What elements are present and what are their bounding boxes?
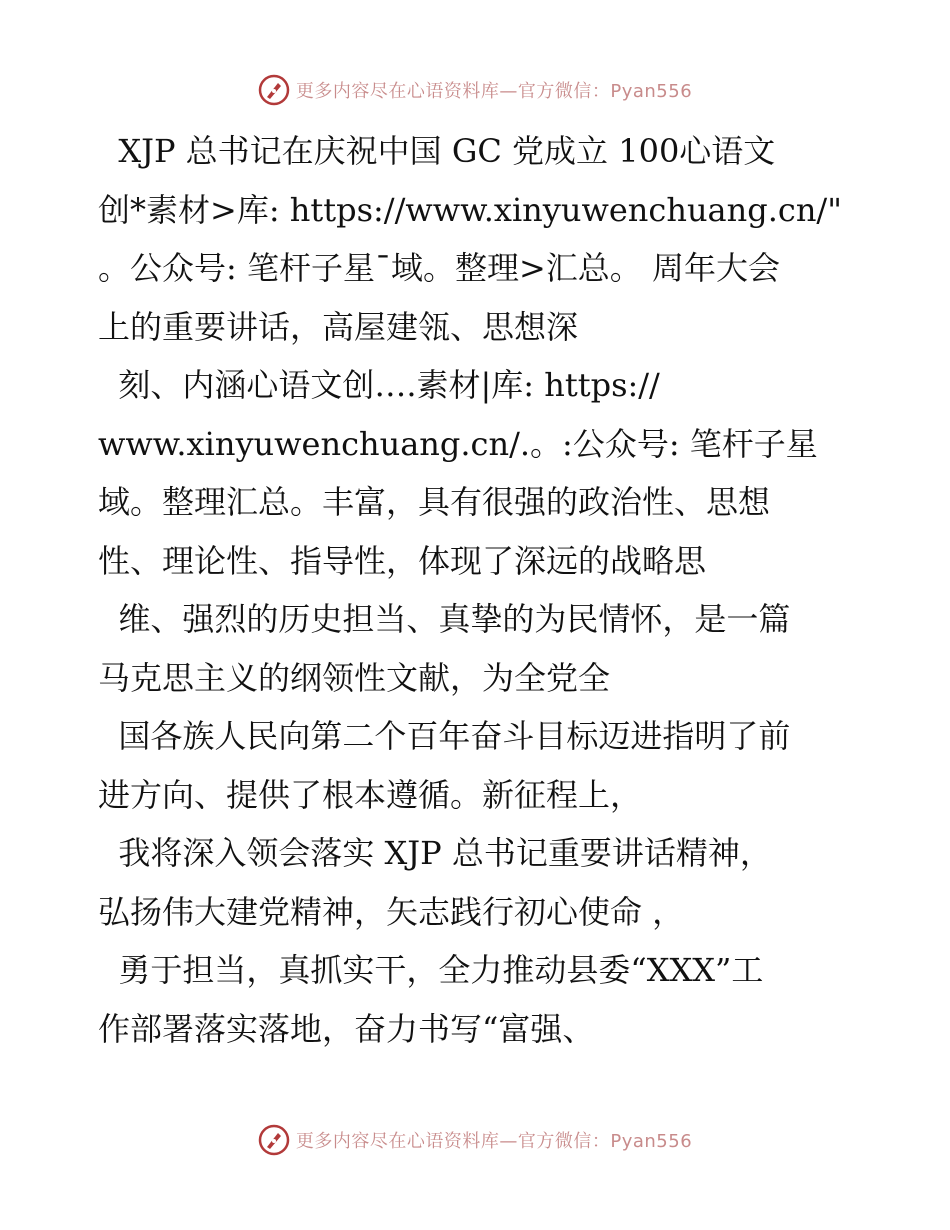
body-line: 创*素材>库: https://www.xinyuwenchuang.cn/" xyxy=(98,190,842,229)
footer-banner-text: 更多内容尽在心语资料库—官方微信：Pyan556 xyxy=(295,1131,693,1152)
body-line: 弘扬伟大建党精神，矢志践行初心使命 ， xyxy=(98,892,685,931)
body-line: 作部署落实落地，奋力书写“富强、 xyxy=(98,1009,595,1048)
body-line: www.xinyuwenchuang.cn/.。:公众号: 笔杆子星 xyxy=(98,424,818,463)
body-line: 进方向、提供了根本遵循。新征程上， xyxy=(98,775,643,814)
body-line: 。公众号: 笔杆子星¯域。整理>汇总。 周年大会 xyxy=(98,249,780,287)
document-body xyxy=(98,122,858,1058)
header-banner-text: 更多内容尽在心语资料库—官方微信：Pyan556 xyxy=(295,81,693,102)
body-line: 上的重要讲话，高屋建瓴、思想深 xyxy=(98,307,579,346)
pen-nib-logo-icon xyxy=(258,1124,290,1156)
body-line: 马克思主义的纲领性文献，为全党全 xyxy=(98,658,611,697)
body-line: 国各族人民向第二个百年奋斗目标迈进指明了前 xyxy=(98,717,791,755)
body-line: 我将深入领会落实 XJP 总书记重要讲话精神， xyxy=(98,834,772,872)
body-line: 刻、内涵心语文创….素材|库: https:// xyxy=(98,366,660,404)
pen-nib-logo-icon xyxy=(258,74,290,106)
body-line: 域。整理汇总。丰富，具有很强的政治性、思想 xyxy=(98,483,771,521)
header-banner xyxy=(0,72,950,108)
body-line: 维、强烈的历史担当、真挚的为民情怀，是一篇 xyxy=(98,600,791,638)
body-line: XJP 总书记在庆祝中国 GC 党成立 100心语文 xyxy=(98,132,776,170)
body-line: 勇于担当，真抓实干，全力推动县委“XXX”工 xyxy=(98,951,764,989)
footer-banner xyxy=(0,1122,950,1158)
body-line: 性、理论性、指导性，体现了深远的战略思 xyxy=(98,541,707,580)
